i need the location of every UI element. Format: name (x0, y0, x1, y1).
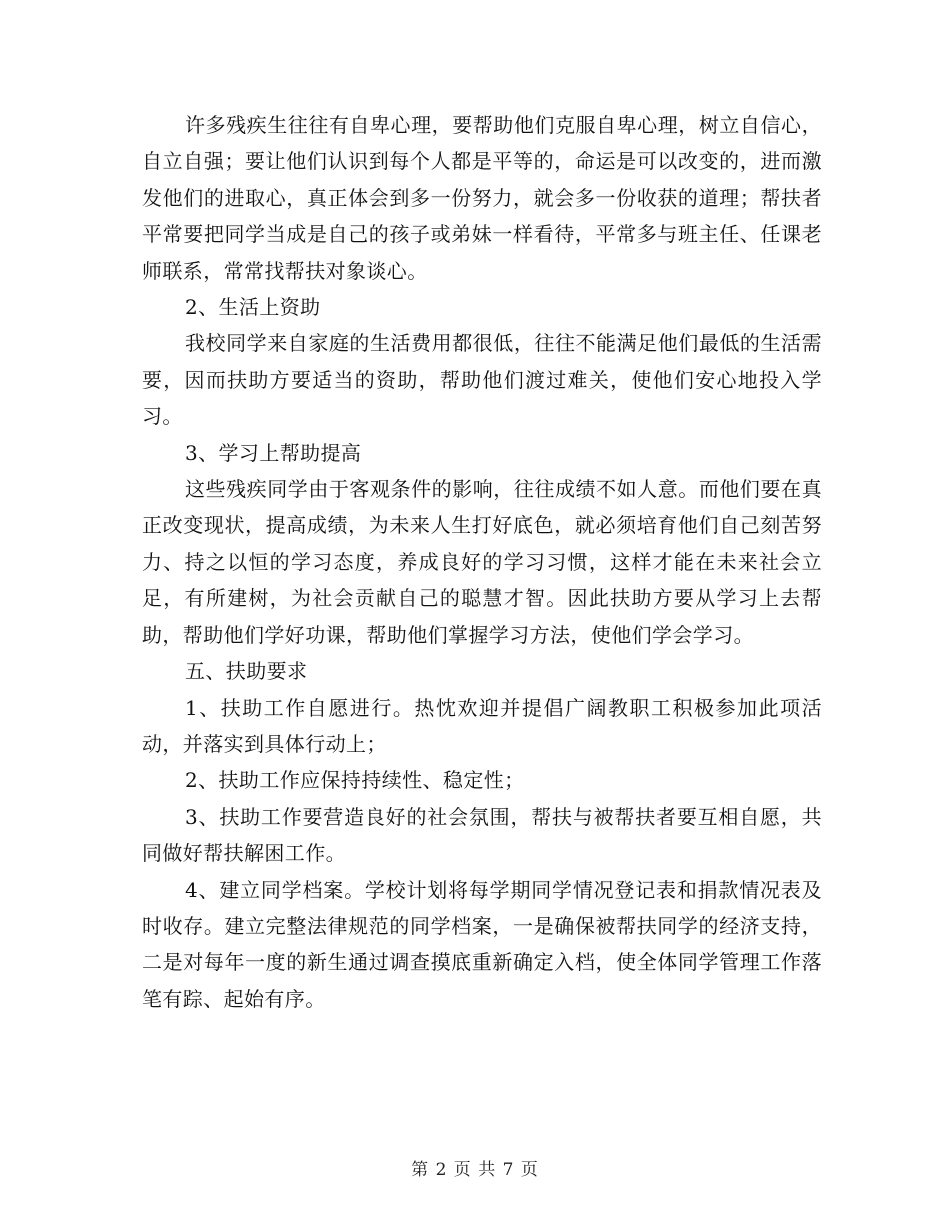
requirement-item-3: 3、扶助工作要营造良好的社会氛围，帮扶与被帮扶者要互相自愿，共同做好帮扶解困工作。 (142, 804, 822, 866)
paragraph-living-support: 我校同学来自家庭的生活费用都很低，往往不能满足他们最低的生活需要，因而扶助方要适当的资助，帮助他们渡过难关，使他们安心地投入学习。 (142, 331, 822, 429)
page-number-footer: 第 2 页 共 7 页 (411, 1160, 539, 1180)
requirement-item-1: 1、扶助工作自愿进行。热忱欢迎并提倡广阔教职工积极参加此项活动，并落实到具体行动上； (142, 695, 822, 756)
paragraph-study-help: 这些残疾同学由于客观条件的影响，往往成绩不如人意。而他们要在真正改变现状，提高成绩，为未来人生打好底色，就必须培育他们自己刻苦努力、持之以恒的学习态度，养成良好的学习习惯，这样才能在未来社会立足，有所建树，为社会贡献自己的聪慧才智。因此扶助方要从学习上去帮助，帮助他们学好功课，帮助他们掌握学习方法，使他们学会学习。 (142, 477, 822, 647)
heading-requirements: 五、扶助要求 (185, 659, 308, 684)
paragraph-self-confidence: 许多残疾生往往有自卑心理，要帮助他们克服自卑心理，树立自信心，自立自强；要让他们认识到每个人都是平等的，命运是可以改变的，进而激发他们的进取心，真正体会到多一份努力，就会多一份收获的道理；帮扶者平常要把同学当成是自己的孩子或弟妹一样看待，平常多与班主任、任课老师联系，常常找帮扶对象谈心。 (142, 113, 822, 283)
requirement-item-4: 4、建立同学档案。学校计划将每学期同学情况登记表和捐款情况表及时收存。建立完整法律规范的同学档案，一是确保被帮扶同学的经济支持，二是对每年一度的新生通过调查摸底重新确定入档，使全体同学管理工作落笔有踪、起始有序。 (142, 877, 822, 1011)
heading-study-help: 3、学习上帮助提高 (185, 440, 362, 465)
requirement-item-2: 2、扶助工作应保持持续性、稳定性； (185, 768, 525, 793)
heading-living-support: 2、生活上资助 (185, 295, 321, 320)
document-body (142, 107, 822, 1017)
